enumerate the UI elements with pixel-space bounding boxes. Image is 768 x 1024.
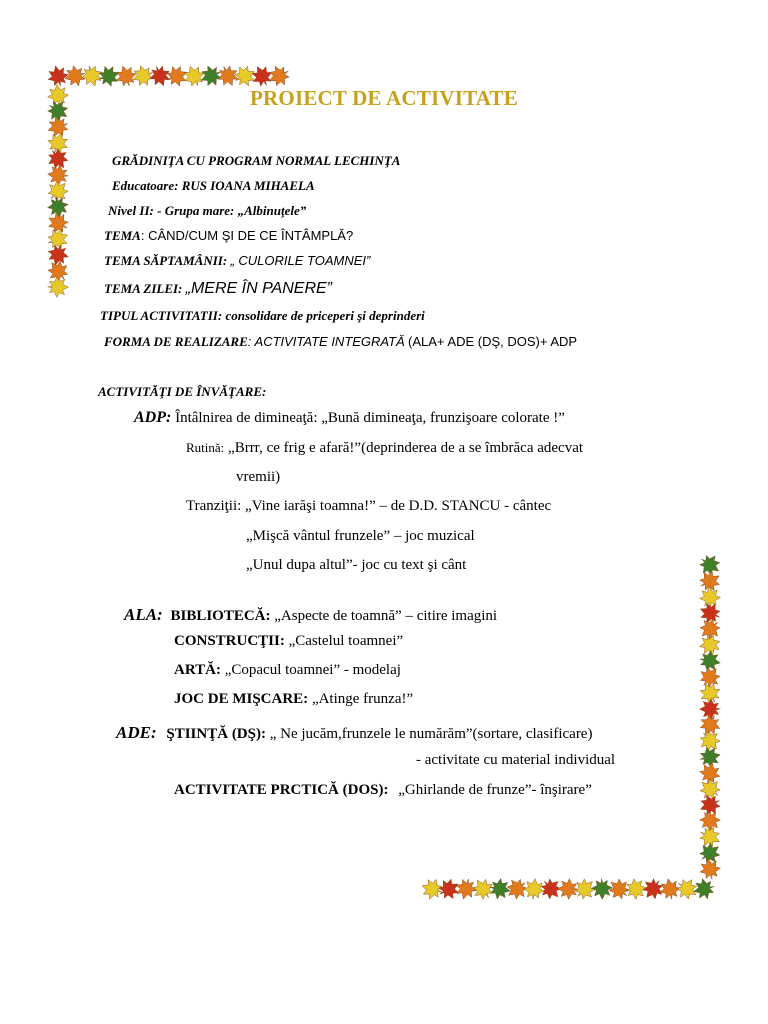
transitions-song-3: „Unul dupa altul”- joc cu text şi cânt <box>246 557 467 573</box>
constructions-label: CONSTRUCŢII: <box>174 633 285 649</box>
level-label: Nivel II: <box>108 203 154 218</box>
adp-text: Întâlnirea de dimineaţă: „Bună dimineaţa, frunzişoare colorate !” <box>175 410 565 426</box>
activity-type-line <box>100 308 425 324</box>
adp-line <box>134 409 565 427</box>
transitions-song-2: „Mişcă vântul frunzele” – joc muzical <box>246 528 475 544</box>
leaf-icon <box>699 698 720 719</box>
movement-game-label: JOC DE MIŞCARE: <box>174 691 309 707</box>
day-theme-label: TEMA ZILEI: <box>104 281 183 296</box>
form-value-rest: (ALA+ ADE (DŞ, DOS)+ ADP <box>408 334 578 349</box>
routine-line <box>186 440 583 457</box>
theme-value: : CÂND/CUM ŞI DE CE ÎNTÂMPLĂ? <box>140 228 354 243</box>
week-theme-label: TEMA SĂPTAMÂNII: <box>104 253 228 268</box>
week-theme-line <box>104 253 370 269</box>
activity-type-label: TIPUL ACTIVITATII: <box>100 308 223 323</box>
leaf-icon <box>591 878 613 900</box>
science-continuation: - activitate cu material individual <box>416 752 616 768</box>
teacher-line <box>112 178 315 194</box>
leaf-icon <box>691 876 716 901</box>
form-value: : ACTIVITATE INTEGRATĂ <box>247 334 405 349</box>
routine-continuation: vremii) <box>236 469 281 485</box>
leaf-icon <box>47 276 68 297</box>
practical-text: „Ghirlande de frunze”- înşirare” <box>398 782 592 798</box>
learning-activities-heading: ACTIVITĂŢI DE ÎNVĂŢARE: <box>98 384 267 399</box>
science-label: ŞTIINŢĂ (DŞ): <box>166 726 266 742</box>
teacher-label: Educatoare: <box>112 178 179 193</box>
routine-label: Rutină: <box>186 440 225 455</box>
leaf-icon <box>45 63 70 88</box>
art-label: ARTĂ: <box>174 662 221 678</box>
ade-label: ADE: <box>116 723 157 742</box>
leaf-icon <box>699 586 721 608</box>
movement-game-line <box>174 691 413 708</box>
week-theme-value: „ CULORILE TOAMNEI” <box>230 253 371 268</box>
leaf-icon <box>557 878 579 900</box>
library-text: „Aspecte de toamnă” – citire imagini <box>274 608 498 624</box>
leaf-icon <box>435 875 463 903</box>
constructions-line <box>174 633 403 650</box>
day-theme-line <box>104 280 332 298</box>
ala-label: ALA: <box>124 605 163 624</box>
transitions-line: Tranziţii: „Vine iarăşi toamna!” – de D.D. STANCU - cântec <box>186 498 552 514</box>
teacher-name: RUS IOANA MIHAELA <box>181 178 315 193</box>
constructions-text: „Castelul toamnei” <box>288 633 404 649</box>
leaf-icon <box>699 810 720 831</box>
leaf-icon <box>698 857 723 882</box>
day-theme-value: „MERE ÎN PANERE” <box>185 280 333 297</box>
adp-label: ADP: <box>134 409 172 426</box>
level-value: - Grupa mare: „Albinuţele” <box>157 203 307 218</box>
practical-line <box>174 782 592 799</box>
movement-game-text: „Atinge frunza!” <box>311 691 414 707</box>
level-line <box>108 203 306 219</box>
ala-line <box>124 605 497 625</box>
leaf-icon <box>488 877 512 901</box>
library-label: BIBLIOTECĂ: <box>170 608 271 624</box>
activity-type-value: consolidare de priceperi şi deprinderi <box>225 308 425 323</box>
page-title: PROIECT DE ACTIVITATE <box>250 86 518 110</box>
leaf-icon <box>698 649 723 674</box>
form-label: FORMA DE REALIZARE <box>104 334 248 349</box>
form-line <box>104 334 577 350</box>
ade-line <box>116 723 592 743</box>
leaf-icon <box>523 878 546 901</box>
art-line <box>174 662 401 679</box>
theme-line <box>104 228 353 244</box>
practical-label: ACTIVITATE PRCTICĂ (DOS): <box>174 782 389 798</box>
science-text: „ Ne jucăm,frunzele le numărăm”(sortare, clasificare) <box>269 726 593 742</box>
theme-label: TEMA <box>104 228 141 243</box>
routine-text: „Brrr, ce frig e afară!”(deprinderea de a se îmbrăca adecvat <box>228 440 584 456</box>
art-text: „Copacul toamnei” - modelaj <box>224 662 401 678</box>
school-name: GRĂDINIŢA CU PROGRAM NORMAL LECHINŢA <box>112 153 401 168</box>
